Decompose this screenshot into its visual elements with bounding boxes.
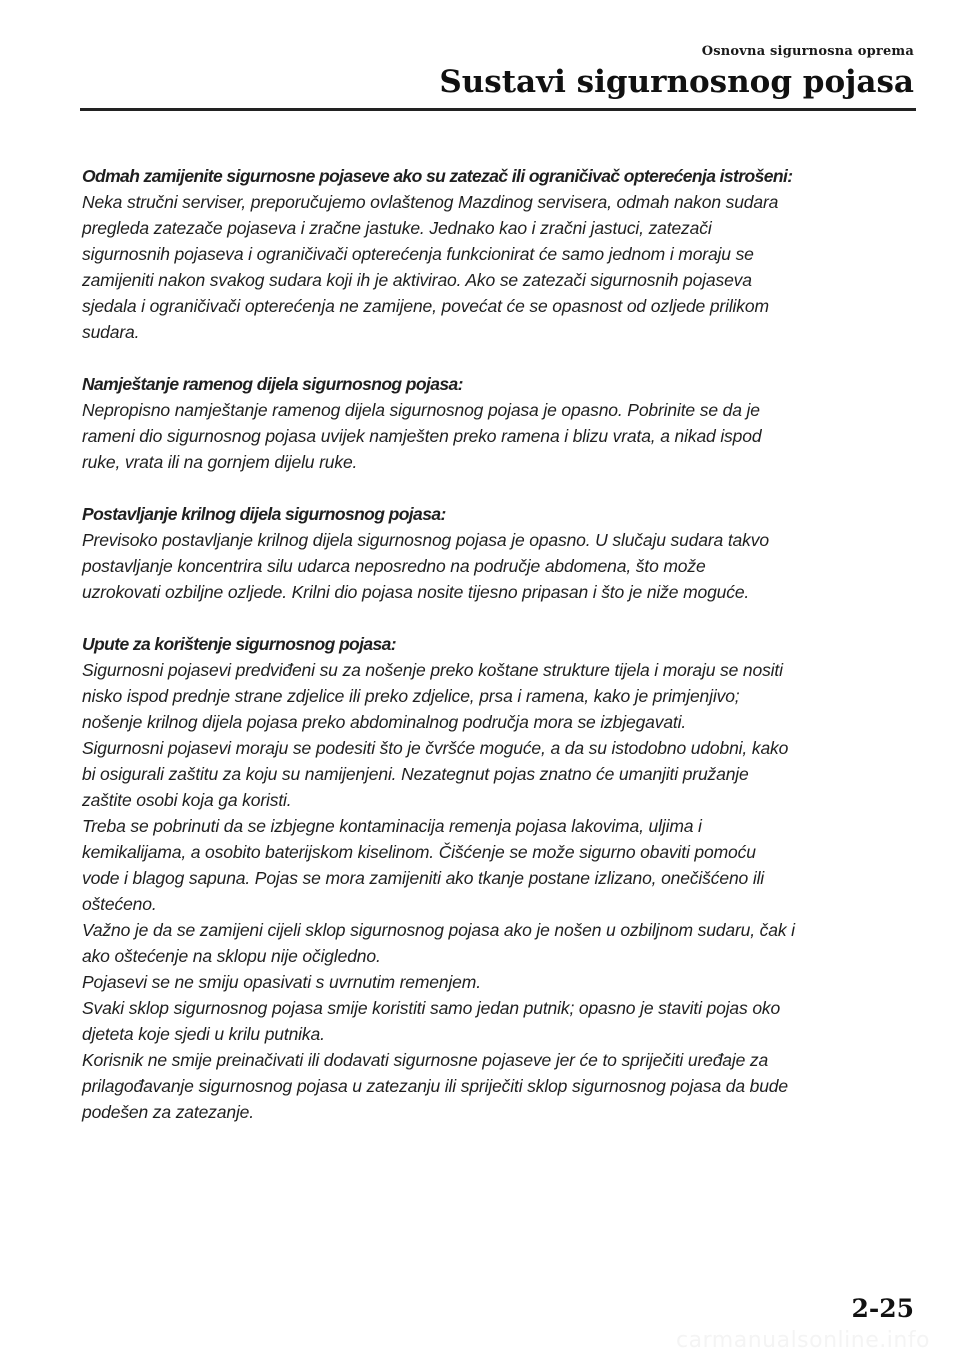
text-line: kemikalijama, a osobito baterijskom kiselinom. Čišćenje se može sigurno obaviti pomoću xyxy=(82,842,756,862)
text-line: sudara. xyxy=(82,322,140,342)
text-line: Neka stručni serviser, preporučujemo ovlaštenog Mazdinog servisera, odmah nakon sudara xyxy=(82,192,779,212)
text-line: ako oštećenje na sklopu nije očigledno. xyxy=(82,946,381,966)
text-line: podešen za zatezanje. xyxy=(82,1102,254,1122)
section-heading: Odmah zamijenite sigurnosne pojaseve ako su zatezač ili ograničivač opterećenja istrošeni: xyxy=(82,166,793,186)
text-line: oštećeno. xyxy=(82,894,157,914)
section-replace-pretensioners xyxy=(82,163,922,345)
main-content xyxy=(82,163,922,1151)
text-line: Svaki sklop sigurnosnog pojasa smije koristiti samo jedan putnik; opasno je staviti pojas oko xyxy=(82,998,781,1018)
header-divider xyxy=(80,108,916,111)
section-heading: Upute za korištenje sigurnosnog pojasa: xyxy=(82,634,397,654)
section-usage-instructions xyxy=(82,631,922,1125)
text-line: Važno je da se zamijeni cijeli sklop sigurnosnog pojasa ako je nošen u ozbiljnom sudaru, čak i xyxy=(82,920,795,940)
text-line: Sigurnosni pojasevi moraju se podesiti što je čvršće moguće, a da su istodobno udobni, kako xyxy=(82,738,789,758)
text-line: nošenje krilnog dijela pojasa preko abdominalnog područja mora se izbjegavati. xyxy=(82,712,687,732)
section-heading: Postavljanje krilnog dijela sigurnosnog pojasa: xyxy=(82,504,446,524)
page-number: 2-25 xyxy=(851,1294,914,1323)
text-line: sjedala i ograničivači opterećenja ne zamijene, povećat će se opasnost od ozljede prilikom xyxy=(82,296,769,316)
text-line: Nepropisno namještanje ramenog dijela sigurnosnog pojasa je opasno. Pobrinite se da je xyxy=(82,400,760,420)
text-line: nisko ispod prednje strane zdjelice ili preko zdjelice, prsa i ramena, kako je primjenjivo; xyxy=(82,686,740,706)
text-line: vode i blagog sapuna. Pojas se mora zamijeniti ako tkanje postane izlizano, onečišćeno ili xyxy=(82,868,765,888)
section-heading: Namještanje ramenog dijela sigurnosnog pojasa: xyxy=(82,374,463,394)
text-line: Korisnik ne smije preinačivati ili dodavati sigurnosne pojaseve jer će to spriječiti uređaje za xyxy=(82,1050,769,1070)
text-line: bi osigurali zaštitu za koju su namijenjeni. Nezategnut pojas znatno će umanjiti pružanje xyxy=(82,764,749,784)
watermark-text: carmanualsonline.info xyxy=(676,1328,930,1353)
text-line: Sigurnosni pojasevi predviđeni su za nošenje preko koštane strukture tijela i moraju se nositi xyxy=(82,660,783,680)
text-line: prilagođavanje sigurnosnog pojasa u zatezanju ili spriječiti sklop sigurnosnog pojasa da bude xyxy=(82,1076,788,1096)
text-line: Pojasevi se ne smiju opasivati s uvrnutim remenjem. xyxy=(82,972,481,992)
text-line: Previsoko postavljanje krilnog dijela sigurnosnog pojasa je opasno. U slučaju sudara takvo xyxy=(82,530,769,550)
text-line: postavljanje koncentrira silu udarca neposredno na područje abdomena, što može xyxy=(82,556,706,576)
text-line: pregleda zatezače pojaseva i zračne jastuke. Jednako kao i zračni jastuci, zatezači xyxy=(82,218,712,238)
text-line: uzrokovati ozbiljne ozljede. Krilni dio pojasa nosite tijesno pripasan i što je niže moguće. xyxy=(82,582,750,602)
text-line: zamijeniti nakon svakog sudara koji ih je aktivirao. Ako se zatezači sigurnosnih pojaseva xyxy=(82,270,752,290)
text-line: ruke, vrata ili na gornjem dijelu ruke. xyxy=(82,452,358,472)
text-line: Treba se pobrinuti da se izbjegne kontaminacija remenja pojasa lakovima, uljima i xyxy=(82,816,702,836)
section-lap-belt xyxy=(82,501,922,605)
text-line: djeteta koje sjedi u krilu putnika. xyxy=(82,1024,325,1044)
text-line: zaštite osobi koja ga koristi. xyxy=(82,790,292,810)
header-subtitle: Osnovna sigurnosna oprema xyxy=(701,44,914,59)
text-line: rameni dio sigurnosnog pojasa uvijek namješten preko ramena i blizu vrata, a nikad ispod xyxy=(82,426,762,446)
section-shoulder-belt xyxy=(82,371,922,475)
text-line: sigurnosnih pojaseva i ograničivači opterećenja funkcionirat će samo jednom i moraju se xyxy=(82,244,754,264)
page-title: Sustavi sigurnosnog pojasa xyxy=(439,64,914,100)
